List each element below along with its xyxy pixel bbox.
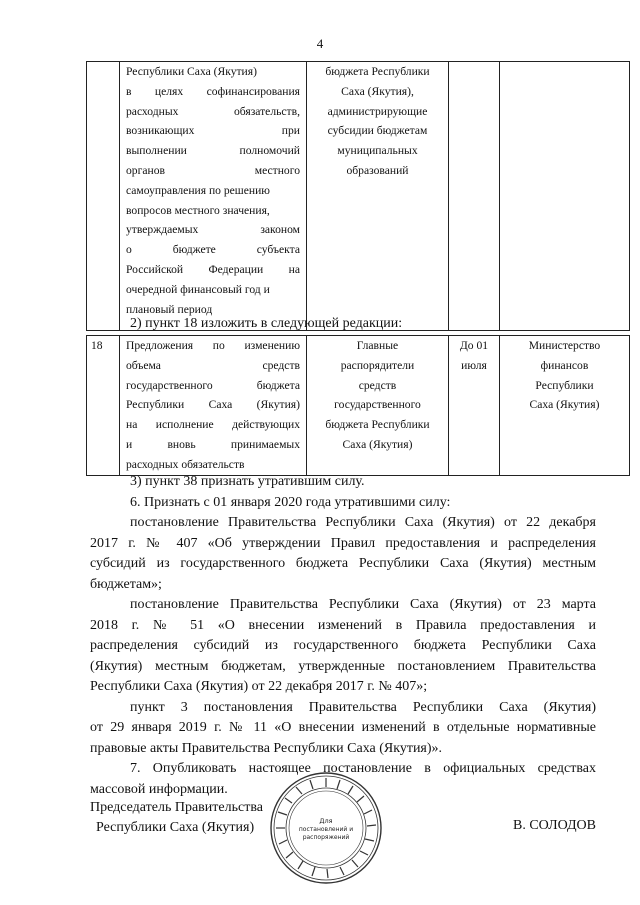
responsible-cell	[307, 62, 449, 331]
term-line: июля	[461, 358, 487, 372]
desc-line: расходных обязательств	[126, 457, 245, 471]
point-2	[90, 314, 596, 335]
resolution-3-line: пункт 3 постановления Правительства Республики Саха (Якутия)	[130, 699, 596, 715]
desc-line: утверждаемых законом	[126, 223, 300, 237]
org-line: Министерство	[528, 339, 601, 352]
resp-line: государственного	[334, 398, 421, 412]
desc-line: на исполнение действующих	[126, 418, 300, 432]
row-number-cell	[87, 62, 120, 331]
row-number-cell: 18	[87, 336, 120, 476]
term-cell	[449, 336, 500, 476]
official-seal-icon	[268, 770, 384, 886]
item-7-line: 7. Опубликовать настоящее постановление в официальных средствах	[130, 761, 596, 776]
desc-line: расходных обязательств,	[126, 104, 300, 118]
desc-line: вопросов местного значения,	[126, 203, 270, 217]
table-point-18	[86, 335, 630, 476]
signature-title-line-2: Республики Саха (Якутия)	[96, 820, 255, 835]
signature-title-line-1: Председатель Правительства	[90, 800, 263, 815]
resolution-2-line: Республики Саха (Якутия) от 22 декабря 2017 г. № 407»;	[90, 679, 428, 694]
desc-line: выполнении полномочий	[126, 144, 300, 158]
resolution-3-line: правовые акты Правительства Республики Саха (Якутия)».	[90, 740, 443, 756]
resp-line: Саха (Якутия),	[341, 84, 414, 98]
body-text	[90, 472, 596, 800]
desc-line: Республики Саха (Якутия)	[126, 65, 257, 78]
desc-line: и вновь принимаемых	[126, 437, 300, 451]
desc-line: плановый период	[126, 302, 213, 316]
resp-line: администрирующие	[327, 104, 428, 118]
desc-line: возникающих при	[126, 124, 300, 138]
term-line: До 01	[459, 339, 489, 352]
resolution-2-line: распределения субсидий из государственного бюджета Республики Саха	[90, 638, 596, 653]
table-row	[87, 336, 630, 476]
resp-line: субсидии бюджетам	[327, 124, 428, 138]
table-continuation	[86, 61, 630, 331]
item-6: 6. Признать с 01 января 2020 года утратившими силу:	[130, 494, 451, 510]
resp-line: образований	[346, 163, 409, 177]
point-3: 3) пункт 38 признать утратившим силу.	[130, 474, 365, 489]
resolution-2-line: (Якутия) местным бюджетам, утвержденные постановлением Правительства	[90, 658, 596, 674]
organization-cell	[500, 62, 630, 331]
resp-line: бюджета Республики	[325, 418, 430, 432]
desc-line: в целях софинансирования	[126, 84, 300, 98]
resp-line: Саха (Якутия)	[342, 437, 413, 451]
responsible-cell	[307, 336, 449, 476]
desc-line: Предложения по изменению	[126, 339, 300, 352]
resolution-1-line: бюджетам»;	[90, 576, 162, 592]
org-line: Саха (Якутия)	[529, 398, 600, 412]
resp-line: средств	[358, 378, 397, 392]
desc-line: самоуправления по решению	[126, 183, 270, 197]
org-line: Республики	[535, 378, 594, 392]
table-row	[87, 62, 630, 331]
point-2-text: 2) пункт 18 изложить в следующей редакции:	[130, 316, 403, 331]
resp-line: Главные	[356, 339, 399, 352]
desc-line: органов местного	[126, 163, 300, 177]
organization-cell	[500, 336, 630, 476]
resolution-3-line: от 29 января 2019 г. № 11 «О внесении изменений в отдельные нормативные	[90, 720, 596, 735]
description-cell	[120, 336, 307, 476]
resp-line: бюджета Республики	[325, 65, 430, 78]
svg-text:постановлений и: постановлений и	[298, 826, 354, 833]
desc-line: объема средств	[126, 358, 300, 372]
page-number: 4	[316, 36, 324, 51]
org-line: финансов	[540, 358, 589, 372]
resolution-1-line: 2017 г. № 407 «Об утверждении Правил предоставления и распределения	[90, 535, 596, 551]
resolution-1-line: субсидий из государственного бюджета Республики Саха (Якутия) местным	[90, 556, 596, 571]
resolution-2-line: постановление Правительства Республики Саха (Якутия) от 23 марта	[130, 597, 596, 612]
desc-line: Российской Федерации на	[126, 262, 300, 276]
svg-text:распоряжений: распоряжений	[302, 834, 350, 841]
term-cell	[449, 62, 500, 331]
signature-name: В. СОЛОДОВ	[513, 818, 596, 833]
desc-line: очередной финансовый год и	[126, 282, 270, 296]
desc-line: Республики Саха (Якутия)	[126, 398, 300, 412]
svg-text:Для: Для	[319, 817, 333, 825]
description-cell	[120, 62, 307, 331]
desc-line: государственного бюджета	[126, 378, 300, 392]
desc-line: о бюджете субъекта	[126, 243, 300, 257]
resolution-1-line: постановление Правительства Республики Саха (Якутия) от 22 декабря	[130, 515, 596, 530]
item-7-line: массовой информации.	[90, 781, 228, 797]
resolution-2-line: 2018 г. № 51 «О внесении изменений в Правила предоставления и	[90, 617, 596, 633]
resp-line: муниципальных	[337, 144, 418, 158]
resp-line: распорядители	[340, 358, 415, 372]
